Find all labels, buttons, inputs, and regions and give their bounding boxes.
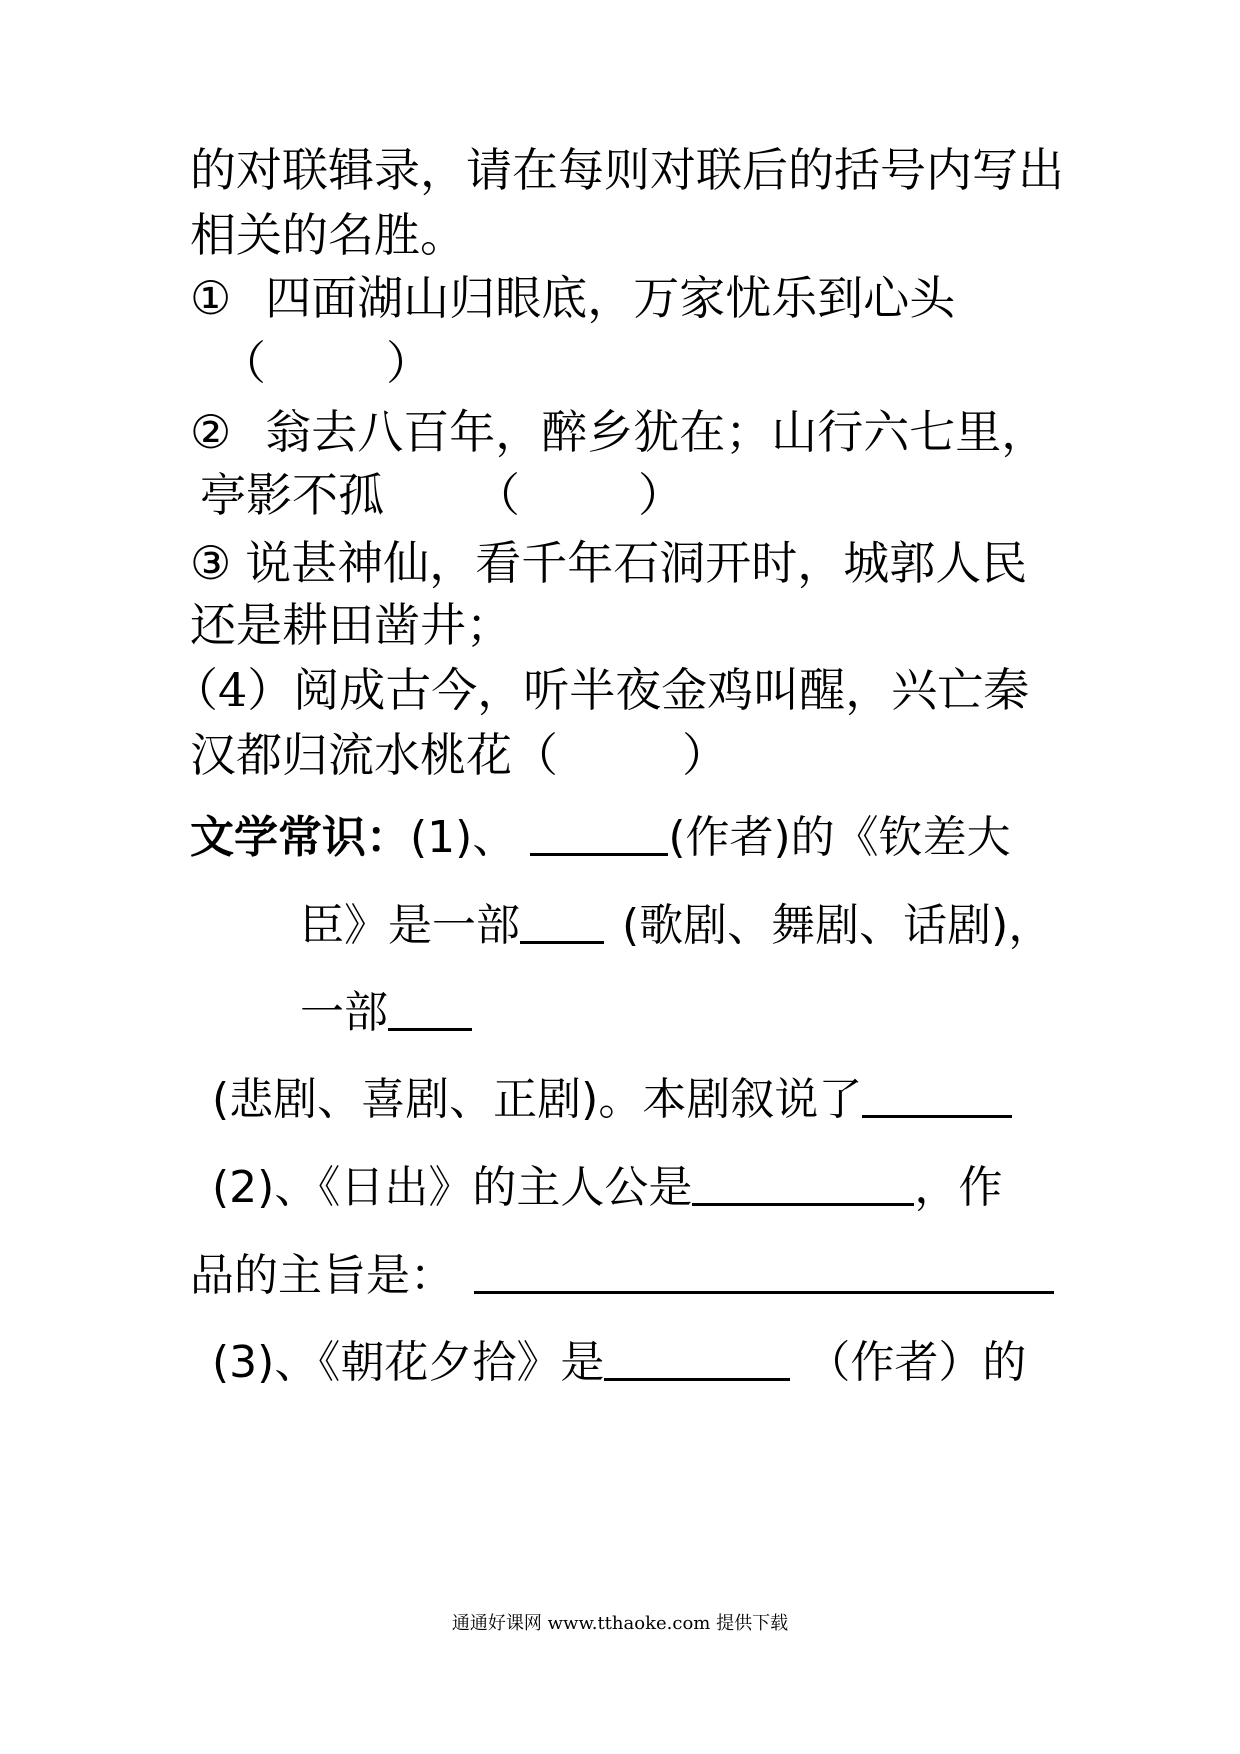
literature-q2-line-1 bbox=[212, 1158, 1082, 1218]
couplet-4-open-paren: （ bbox=[512, 728, 558, 782]
couplet-1-marker: ① bbox=[190, 271, 232, 325]
intro-line-1: 的对联辑录，请在每则对联后的括号内写出 bbox=[190, 143, 1064, 197]
q2-protagonist-blank[interactable] bbox=[692, 1163, 914, 1206]
q1-type-blank[interactable] bbox=[388, 988, 472, 1031]
literature-q2-line-2 bbox=[190, 1246, 1060, 1306]
couplet-2-close-paren: ） bbox=[638, 468, 684, 522]
couplet-3-line-2: 还是耕田凿井； bbox=[190, 598, 512, 652]
couplet-3-marker: ③ bbox=[190, 536, 232, 590]
q2-part1: 《日出》的主人公是 bbox=[318, 1162, 693, 1213]
couplet-4-text-2: 汉都归流水桃花 bbox=[190, 728, 512, 782]
q3-number: (3)、 bbox=[212, 1337, 319, 1388]
couplet-2-marker: ② bbox=[190, 405, 232, 459]
q1-plot-blank[interactable] bbox=[862, 1075, 1012, 1118]
couplet-4 bbox=[172, 660, 1042, 720]
footer-suffix: 提供下载 bbox=[716, 1613, 789, 1634]
q1-part5: (悲剧、喜剧、正剧)。本剧叙说了 bbox=[212, 1074, 863, 1125]
couplet-1 bbox=[190, 268, 1060, 328]
footer-site-name: 通通好课网 bbox=[451, 1613, 542, 1634]
q1-number: (1)、 bbox=[410, 812, 517, 863]
q3-author-blank[interactable] bbox=[604, 1338, 790, 1381]
q2-part3: 品的主旨是： bbox=[190, 1250, 454, 1301]
q1-genre-blank[interactable] bbox=[520, 901, 604, 944]
couplet-2-open-paren: （ bbox=[474, 468, 520, 522]
q2-part2: ，作 bbox=[914, 1162, 1003, 1213]
q1-part4: 一部 bbox=[300, 987, 388, 1038]
couplet-3-text: 说甚神仙，看千年石洞开时，城郭人民 bbox=[245, 536, 1028, 590]
q3-part2: （作者）的 bbox=[806, 1337, 1027, 1388]
literature-q1-line-1 bbox=[190, 808, 1060, 868]
q2-theme-blank[interactable] bbox=[474, 1251, 1054, 1294]
literature-q1-line-3 bbox=[300, 983, 1170, 1043]
q1-part3: (歌剧、舞剧、话剧)， bbox=[622, 900, 1053, 951]
q1-author-blank[interactable] bbox=[530, 813, 668, 856]
couplet-4-text: 阅成古今，听半夜金鸡叫醒，兴亡秦 bbox=[293, 663, 1030, 717]
couplet-1-answer bbox=[220, 333, 1090, 393]
page-footer bbox=[0, 1612, 1240, 1636]
literature-q1-line-4 bbox=[212, 1070, 1082, 1130]
couplet-1-text: 四面湖山归眼底，万家忧乐到心头 bbox=[265, 271, 956, 325]
literature-q1-line-2 bbox=[300, 896, 1170, 956]
couplet-1-open-paren: （ bbox=[220, 336, 266, 390]
literature-q3-line-1 bbox=[212, 1333, 1082, 1393]
intro-line-2: 相关的名胜。 bbox=[190, 208, 466, 262]
q1-part1: (作者)的《钦差大 bbox=[668, 812, 1011, 863]
q2-number: (2)、 bbox=[212, 1162, 319, 1213]
footer-url[interactable]: www.tthaoke.com bbox=[547, 1613, 711, 1634]
couplet-4-line-2 bbox=[190, 725, 1060, 785]
couplet-2 bbox=[190, 402, 1060, 462]
couplet-4-close-paren: ） bbox=[682, 728, 728, 782]
literature-heading: 文学常识： bbox=[190, 812, 410, 863]
couplet-4-marker: （4） bbox=[172, 663, 294, 717]
q1-part2: 臣》是一部 bbox=[300, 900, 520, 951]
q3-part1: 《朝花夕拾》是 bbox=[318, 1337, 605, 1388]
couplet-2-text-2: 亭影不孤 bbox=[200, 468, 384, 522]
couplet-1-close-paren: ） bbox=[386, 336, 432, 390]
couplet-2-text: 翁去八百年，醉乡犹在；山行六七里， bbox=[265, 405, 1048, 459]
couplet-3 bbox=[190, 533, 1060, 593]
couplet-2-line-2 bbox=[200, 465, 1070, 525]
